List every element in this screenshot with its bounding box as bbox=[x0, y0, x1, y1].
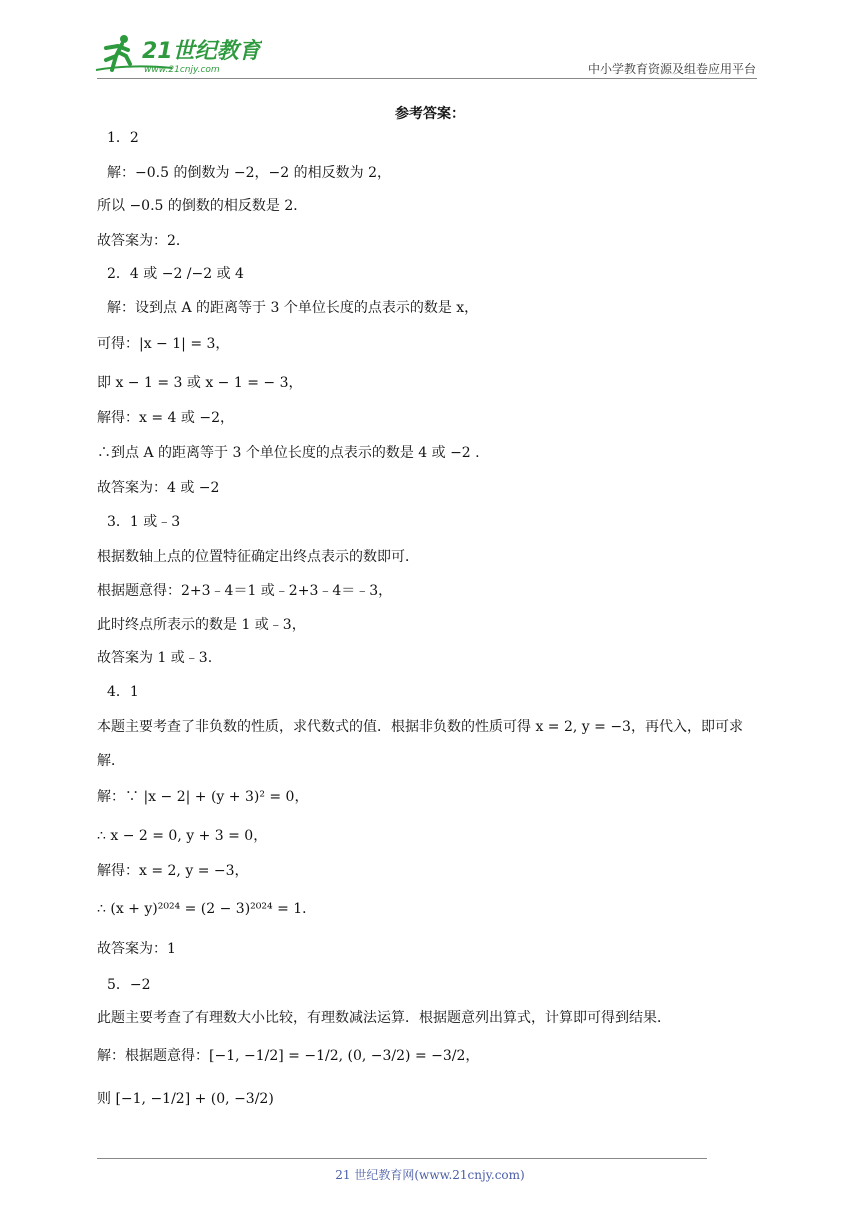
answer-line: 解得：x = 2, y = −3， bbox=[97, 863, 249, 879]
answer-5-heading: 5．−2 bbox=[107, 977, 151, 993]
answer-2-heading: 2．4 或 −2 /−2 或 4 bbox=[107, 266, 244, 282]
answer-line: 此时终点所表示的数是 1 或﹣3， bbox=[97, 617, 306, 633]
answer-line: 解：∵ |x − 2| + (y + 3)² = 0， bbox=[97, 789, 309, 805]
page-title: 参考答案： bbox=[395, 106, 465, 122]
footer-divider bbox=[97, 1158, 707, 1159]
platform-name: 中小学教育资源及组卷应用平台 bbox=[587, 62, 756, 76]
answer-line: 此题主要考查了有理数大小比较，有理数减法运算．根据题意列出算式，计算即可得到结果． bbox=[97, 1010, 671, 1026]
answer-3-heading: 3．1 或﹣3 bbox=[107, 514, 181, 530]
answer-line: 本题主要考查了非负数的性质，求代数式的值．根据非负数的性质可得 x = 2, y = −3，再代入，即可求解． bbox=[97, 719, 743, 769]
answer-line: 解：−0.5 的倒数为 −2，−2 的相反数为 2， bbox=[107, 165, 391, 181]
answer-line: 可得：|x − 1| = 3， bbox=[97, 336, 230, 352]
answer-line: 根据题意得：2+3﹣4＝1 或﹣2+3﹣4＝﹣3， bbox=[97, 583, 393, 599]
answer-line: 故答案为：4 或 −2 bbox=[97, 480, 220, 496]
page-footer: 21 世纪教育网(www.21cnjy.com) bbox=[335, 1168, 525, 1182]
logo-text: 21世纪教育 bbox=[142, 39, 261, 64]
answer-line: ∴ x − 2 = 0, y + 3 = 0， bbox=[97, 828, 268, 844]
page-header bbox=[0, 0, 860, 80]
logo-url: www.21cnjy.com bbox=[144, 65, 220, 75]
answer-1-heading: 1．2 bbox=[107, 130, 139, 146]
header-divider bbox=[97, 78, 757, 79]
answer-line: 故答案为 1 或﹣3. bbox=[97, 650, 213, 666]
answer-line: 故答案为：2． bbox=[97, 233, 190, 249]
answer-line: 解：根据题意得：[−1, −1/2] = −1/2, (0, −3/2) = −3/2， bbox=[97, 1048, 480, 1064]
answer-line: ∴到点 A 的距离等于 3 个单位长度的点表示的数是 4 或 −2 . bbox=[97, 445, 480, 461]
answer-line: ∴ (x + y)²⁰²⁴ = (2 − 3)²⁰²⁴ = 1． bbox=[97, 901, 317, 917]
answer-line: 即 x − 1 = 3 或 x − 1 = − 3， bbox=[97, 375, 303, 391]
answer-line: 则 [−1, −1/2] + (0, −3/2) bbox=[97, 1091, 274, 1107]
site-logo bbox=[92, 30, 262, 80]
answer-line: 解得：x = 4 或 −2， bbox=[97, 410, 234, 426]
answer-line: 解：设到点 A 的距离等于 3 个单位长度的点表示的数是 x， bbox=[107, 300, 479, 316]
answer-line: 根据数轴上点的位置特征确定出终点表示的数即可． bbox=[97, 549, 419, 565]
answer-line: 故答案为：1 bbox=[97, 941, 176, 957]
answer-4-heading: 4．1 bbox=[107, 684, 139, 700]
answer-line: 所以 −0.5 的倒数的相反数是 2． bbox=[97, 198, 308, 214]
